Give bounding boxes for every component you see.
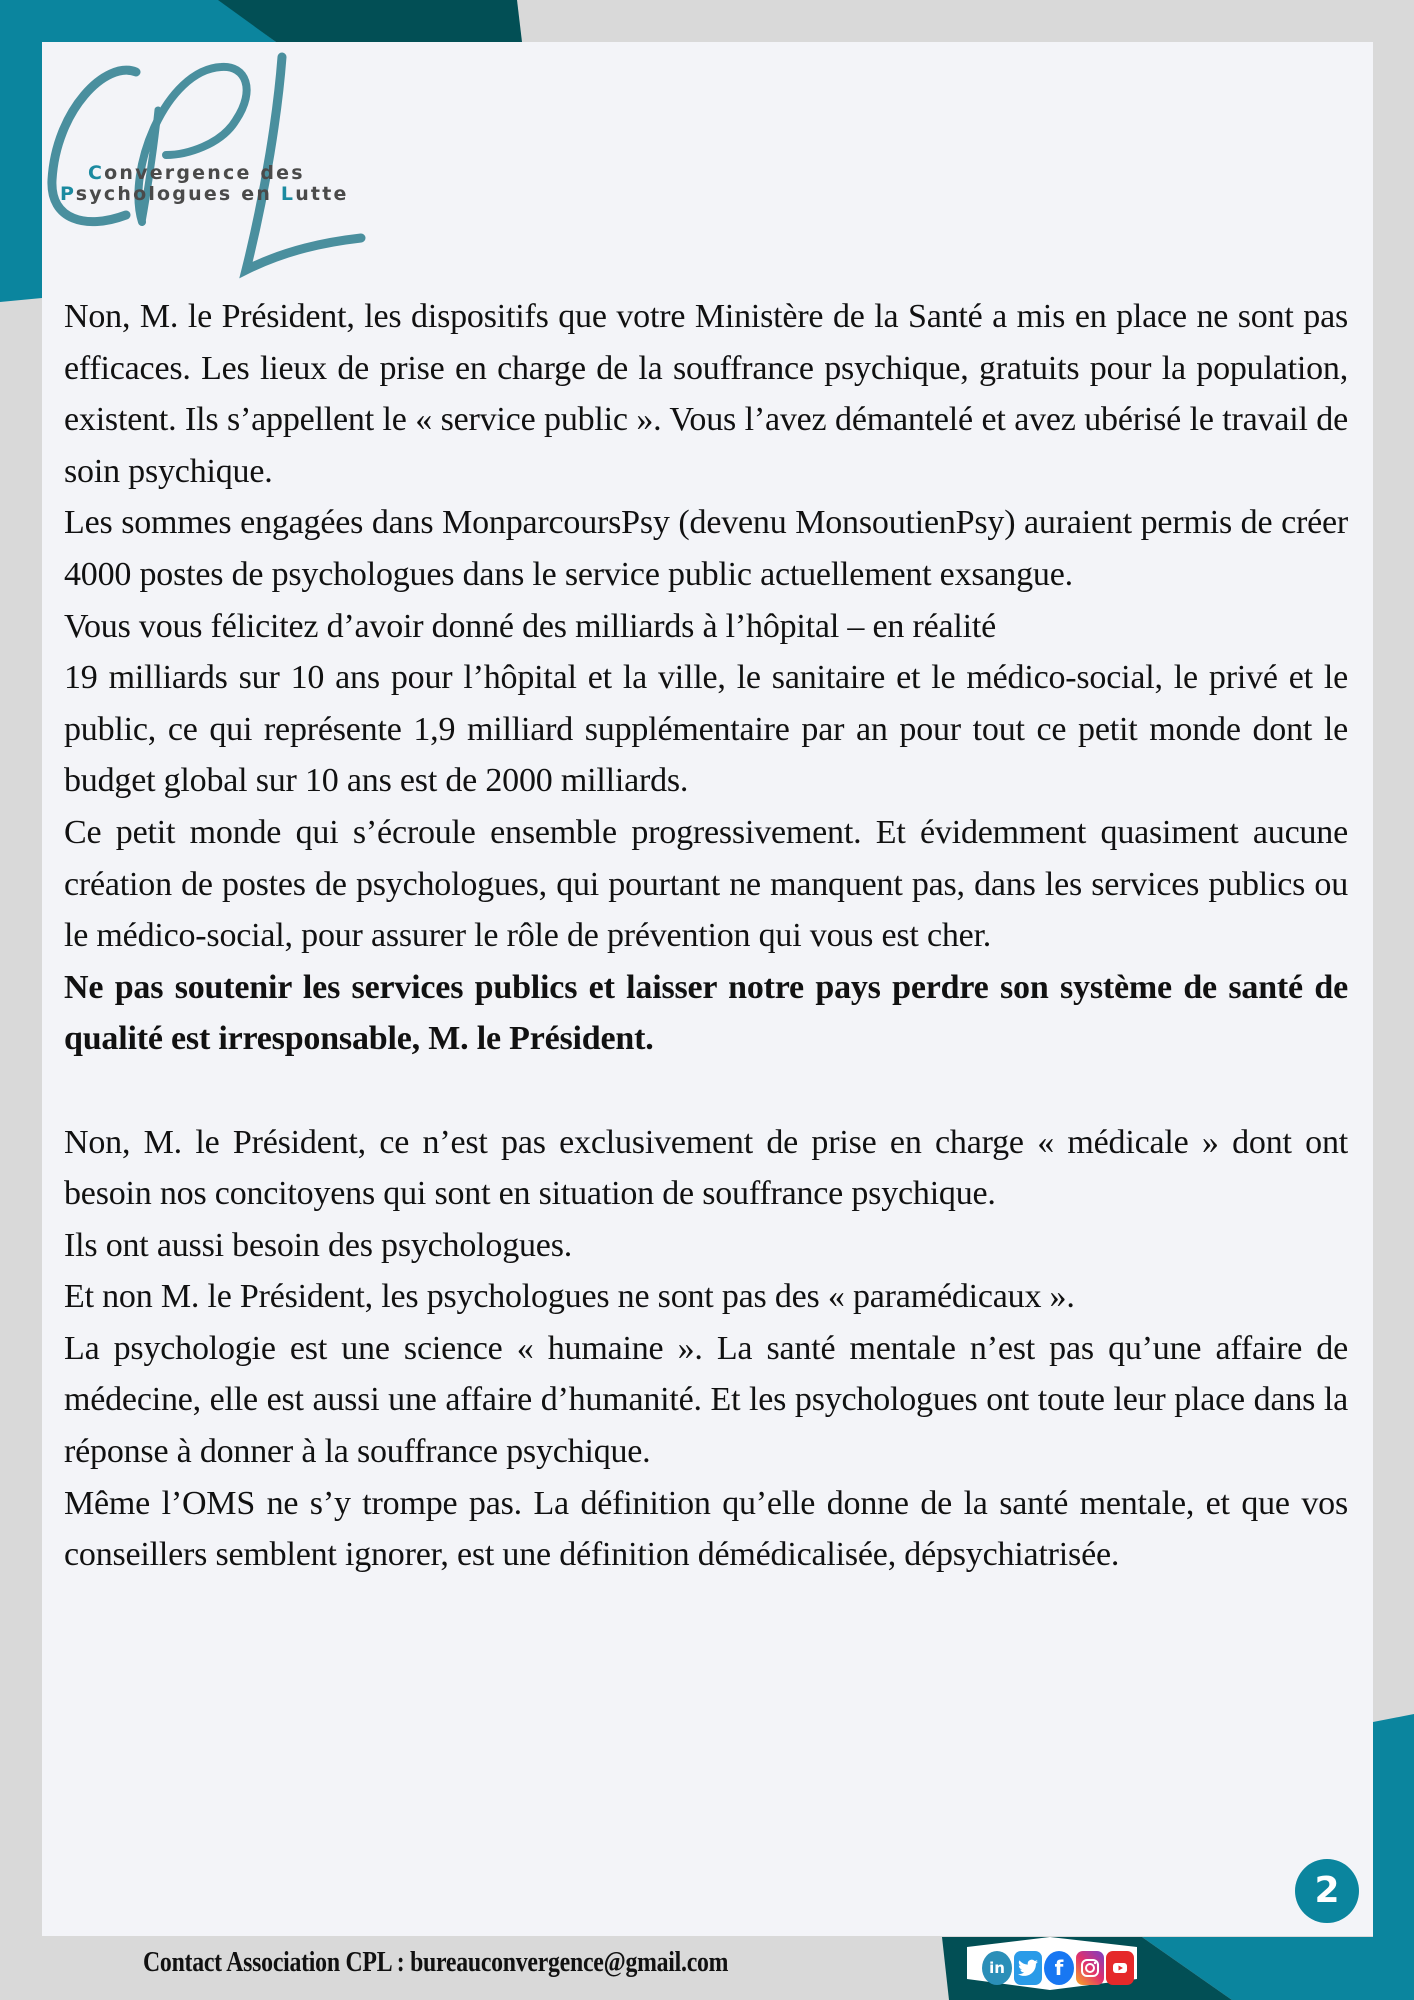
facebook-icon[interactable]: f <box>1044 1951 1074 1985</box>
instagram-icon[interactable] <box>1076 1951 1104 1985</box>
paragraph: Ce petit monde qui s’écroule ensemble progressivement. Et évidemment quasiment aucune création de postes de psychologues, qui pourtant ne manquent pas, dans les services publics ou le médico-social, pour assurer le rôle de prévention qui vous est cher. <box>64 813 1348 955</box>
paragraph: 19 milliards sur 10 ans pour l’hôpital et la ville, le sanitaire et le médico-social, le privé et le public, ce qui représente 1,9 milliard supplémentaire par an pour tout ce petit monde dont le budget global sur 10 ans est de 2000 milliards. <box>64 659 1348 800</box>
logo-subtitle: Convergence des Psychologues en Lutte <box>60 162 349 205</box>
paragraph: Même l’OMS ne s’y trompe pas. La définition qu’elle donne de la santé mentale, et que vos conseillers semblent ignorer, est une définition démédicalisée, dépsychiatrisée. <box>64 1484 1348 1574</box>
paragraph: Vous vous félicitez d’avoir donné des milliards à l’hôpital – en réalité <box>64 607 996 645</box>
paragraph: Et non M. le Président, les psychologues ne sont pas des « paramédicaux ». <box>64 1278 1075 1316</box>
paragraph-spacer <box>64 1065 1348 1117</box>
letter-body <box>64 291 1348 1581</box>
paragraph: Les sommes engagées dans MonparcoursPsy (devenu MonsoutienPsy) auraient permis de créer 4000 postes de psychologues dans le service public actuellement exsangue. <box>64 504 1348 593</box>
paragraph: Ils ont aussi besoin des psychologues. <box>64 1226 573 1264</box>
social-links <box>982 1951 1134 1985</box>
paragraph: Non, M. le Président, les dispositifs que votre Ministère de la Santé a mis en place ne sont pas efficaces. Les lieux de prise en charge de la souffrance psychique, gratuits pour la population, existent. Ils s’appellent le « service public ». Vous l’avez démantelé et avez ubérisé le travail de soin psychique. <box>64 298 1348 490</box>
paragraph: Non, M. le Président, ce n’est pas exclusivement de prise en charge « médicale » dont ont besoin nos concitoyens qui sont en situation de souffrance psychique. <box>64 1123 1348 1213</box>
twitter-icon[interactable] <box>1014 1951 1042 1985</box>
footer-contact-email[interactable]: Contact Association CPL : bureauconvergence@gmail.com <box>143 1946 729 1978</box>
linkedin-icon[interactable]: in <box>982 1951 1012 1985</box>
page-number-badge: 2 <box>1295 1859 1359 1923</box>
paragraph: La psychologie est une science « humaine ». La santé mentale n’est pas qu’une affaire de médecine, elle est aussi une affaire d’humanité. Et les psychologues ont toute leur place dans la réponse à donner à la souffrance psychique. <box>64 1329 1348 1471</box>
bold-statement: Ne pas soutenir les services publics et laisser notre pays perdre son système de santé de qualité est irresponsable, M. le Président. <box>64 968 1348 1058</box>
youtube-icon[interactable] <box>1106 1951 1134 1985</box>
